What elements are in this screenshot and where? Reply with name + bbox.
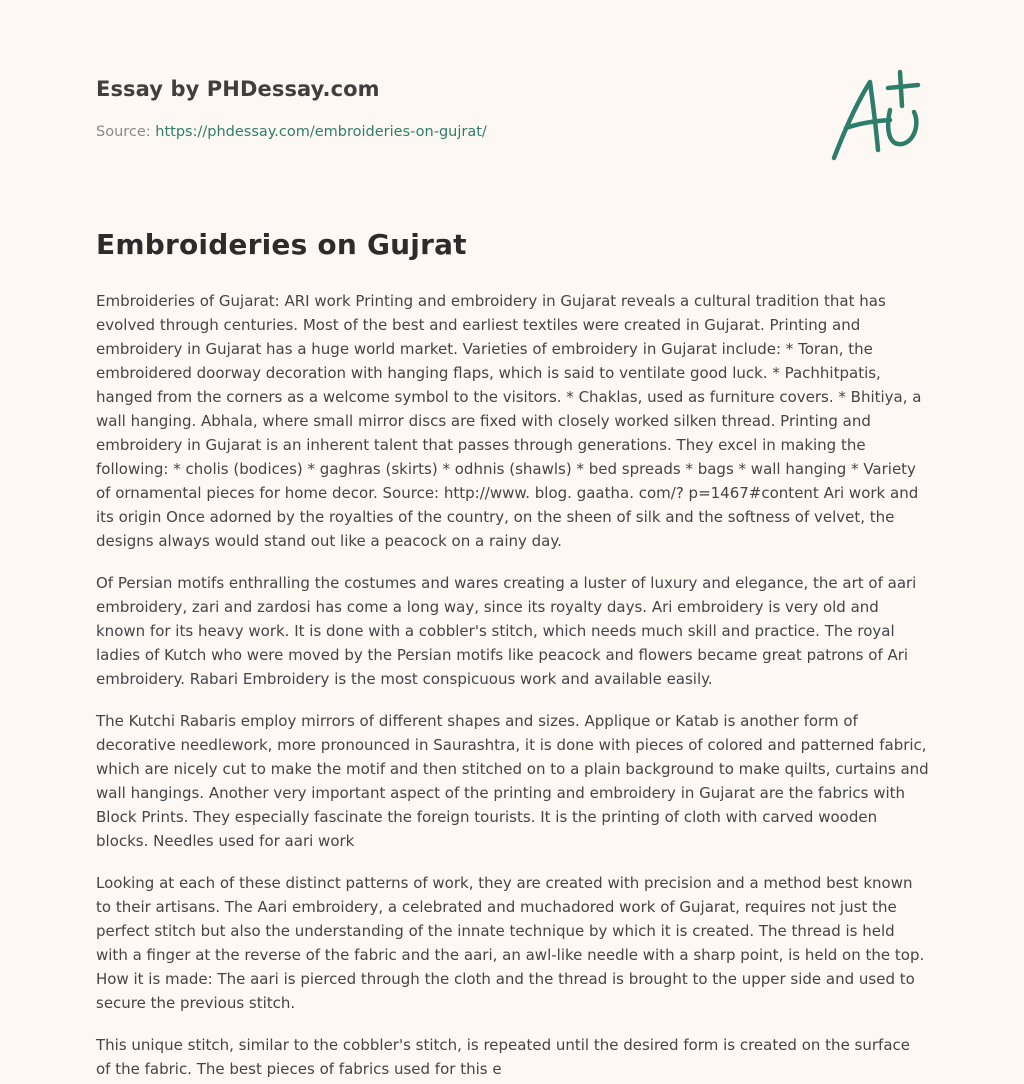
- essay-paragraph: The Kutchi Rabaris employ mirrors of different shapes and sizes. Applique or Katab is another form of decorative needlework, more pronounced in Saurashtra, it is done with pieces of colored and patterned fabric, which are nicely cut to make the motif and then stitched on to a plain background to make quilts, curtains and wall hangings. Another very important aspect of the printing and embroidery in Gujarat are the fabrics with Block Prints. They especially fascinate the foreign tourists. It is the printing of cloth with carved wooden blocks. Needles used for aari work: [96, 712, 929, 850]
- essay-paragraph: This unique stitch, similar to the cobbler's stitch, is repeated until the desired form is created on the surface of the fabric. The best pieces of fabrics used for this e: [96, 1036, 910, 1078]
- essay-title: Embroideries on Gujrat: [96, 228, 467, 261]
- essay-body: [96, 289, 929, 1081]
- a-plus-logo-icon: [826, 66, 926, 166]
- essay-paragraph: Looking at each of these distinct patterns of work, they are created with precision and a method best known to their artisans. The Aari embroidery, a celebrated and muchadored work of Gujarat, requires not just the perfect stitch but also the understanding of the innate technique by which it is created. The thread is held with a finger at the reverse of the fabric and the aari, an awl-like needle with a sharp point, is held on the top. How it is made: The aari is pierced through the cloth and the thread is brought to the upper side and used to secure the previous stitch.: [96, 874, 925, 1012]
- source-link[interactable]: https://phdessay.com/embroideries-on-gujrat/: [155, 124, 487, 140]
- site-title: Essay by PHDessay.com: [96, 77, 380, 101]
- source-line: [96, 124, 487, 140]
- page-header: [96, 0, 929, 170]
- source-label: Source:: [96, 124, 151, 140]
- essay-paragraph: Of Persian motifs enthralling the costumes and wares creating a luster of luxury and elegance, the art of aari embroidery, zari and zardosi has come a long way, since its royalty days. Ari embroidery is very old and known for its heavy work. It is done with a cobbler's stitch, which needs much skill and practice. The royal ladies of Kutch who were moved by the Persian motifs like peacock and flowers became great patrons of Ari embroidery. Rabari Embroidery is the most conspicuous work and available easily.: [96, 574, 917, 688]
- essay-paragraph: Embroideries of Gujarat: ARI work Printing and embroidery in Gujarat reveals a cultural tradition that has evolved through centuries. Most of the best and earliest textiles were created in Gujarat. Printing and embroidery in Gujarat has a huge world market. Varieties of embroidery in Gujarat include: * Toran, the embroidered doorway decoration with hanging flaps, which is said to ventilate good luck. * Pachhitpatis, hanged from the corners as a welcome symbol to the visitors. * Chaklas, used as furniture covers. * Bhitiya, a wall hanging. Abhala, where small mirror discs are fixed with closely worked silken thread. Printing and embroidery in Gujarat is an inherent talent that passes through generations. They excel in making the following: * cholis (bodices) * gaghras (skirts) * odhnis (shawls) * bed spreads * bags * wall hanging * Variety of ornamental pieces for home decor. Source: http://www. blog. gaatha. com/? p=1467#content Ari work and its origin Once adorned by the royalties of the country, on the sheen of silk and the softness of velvet, the designs always would stand out like a peacock on a rainy day.: [96, 292, 922, 550]
